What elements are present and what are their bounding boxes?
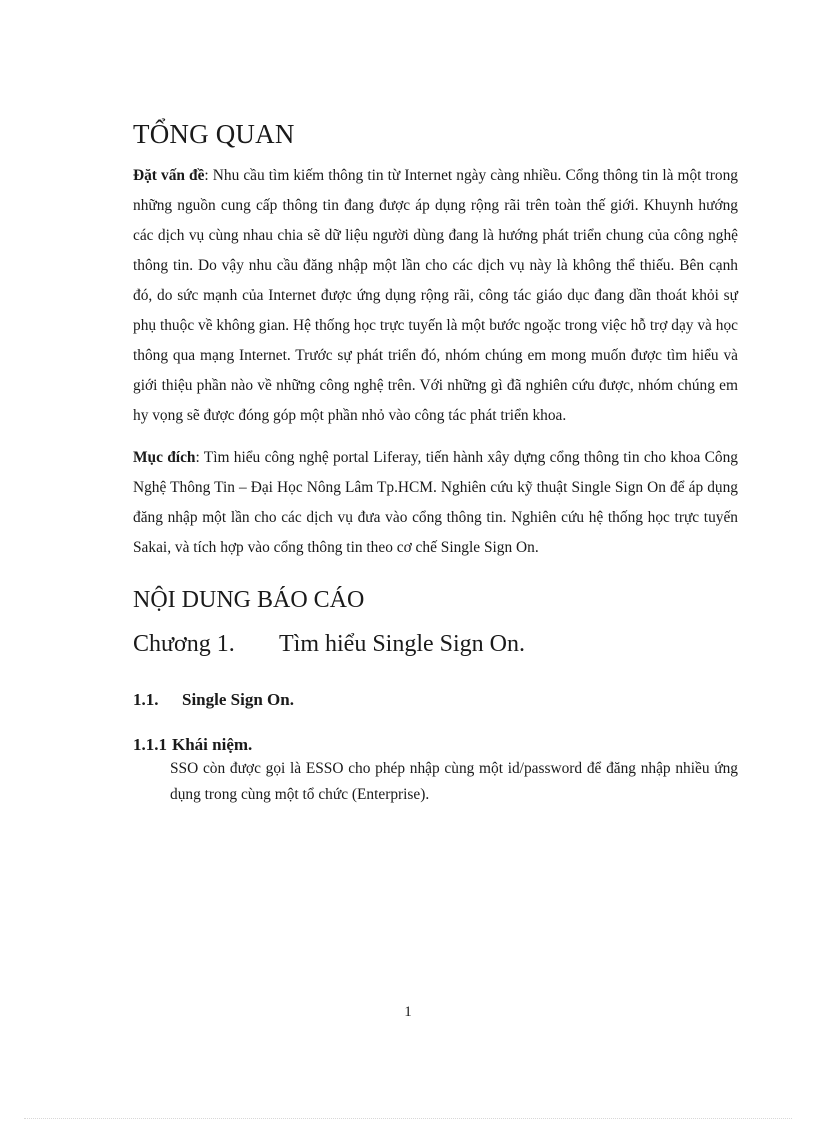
subsection-heading [133, 733, 738, 757]
overview-heading: TỔNG QUAN [133, 119, 295, 149]
chapter-heading [133, 625, 738, 663]
page-content [133, 116, 738, 808]
purpose-label: Mục đích [133, 449, 196, 466]
section-title: Single Sign On. [182, 690, 294, 709]
section-heading [133, 687, 738, 713]
purpose-paragraph [133, 443, 738, 563]
report-heading: NỘI DUNG BÁO CÁO [133, 587, 365, 613]
problem-label: Đặt vấn đề [133, 167, 205, 184]
concept-paragraph: SSO còn được gọi là ESSO cho phép nhập cùng một id/password để đăng nhập nhiều ứng dụng trong cùng một tổ chức (Enterprise). [170, 760, 738, 803]
subsection-title: Khái niệm. [172, 735, 253, 754]
subsection-number: 1.1.1 [133, 735, 167, 754]
section-number: 1.1. [133, 690, 159, 709]
problem-text: : Nhu cầu tìm kiếm thông tin từ Internet ngày càng nhiều. Cổng thông tin là một trong những nguồn cung cấp thông tin đang được áp dụng rộng rãi trên toàn thế giới. Khuynh hướng các dịch vụ cùng nhau chia sẽ dữ liệu người dùng đang là hướng phát triển chung của công nghệ thông tin. Do vậy nhu cầu đăng nhập một lần cho các dịch vụ này là không thể thiếu. Bên cạnh đó, do sức mạnh của Internet được ứng dụng rộng rãi, công tác giáo dục đang dần thoát khỏi sự phụ thuộc về không gian. Hệ thống học trực tuyến là một bước ngoặc trong việc hỗ trợ dạy và học thông qua mạng Internet. Trước sự phát triển đó, nhóm chúng em mong muốn được tìm hiểu và giới thiệu phần nào về những công nghệ trên. Với những gì đã nghiên cứu được, nhóm chúng em hy vọng sẽ được đóng góp một phần nhỏ vào công tác phát triển khoa. [133, 167, 738, 424]
page-number: 1 [404, 1004, 412, 1020]
purpose-text: : Tìm hiểu công nghệ portal Liferay, tiến hành xây dựng cổng thông tin cho khoa Công Nghệ Thông Tin – Đại Học Nông Lâm Tp.HCM. Nghiên cứu kỹ thuật Single Sign On để áp dụng đăng nhập một lần cho các dịch vụ đưa vào cổng thông tin. Nghiên cứu hệ thống học trực tuyến Sakai, và tích hợp vào cổng thông tin theo cơ chế Single Sign On. [133, 449, 738, 556]
chapter-title: Tìm hiểu Single Sign On. [279, 631, 525, 657]
problem-paragraph [133, 161, 738, 431]
page-bottom-divider [24, 1118, 792, 1119]
chapter-number: Chương 1. [133, 631, 235, 657]
